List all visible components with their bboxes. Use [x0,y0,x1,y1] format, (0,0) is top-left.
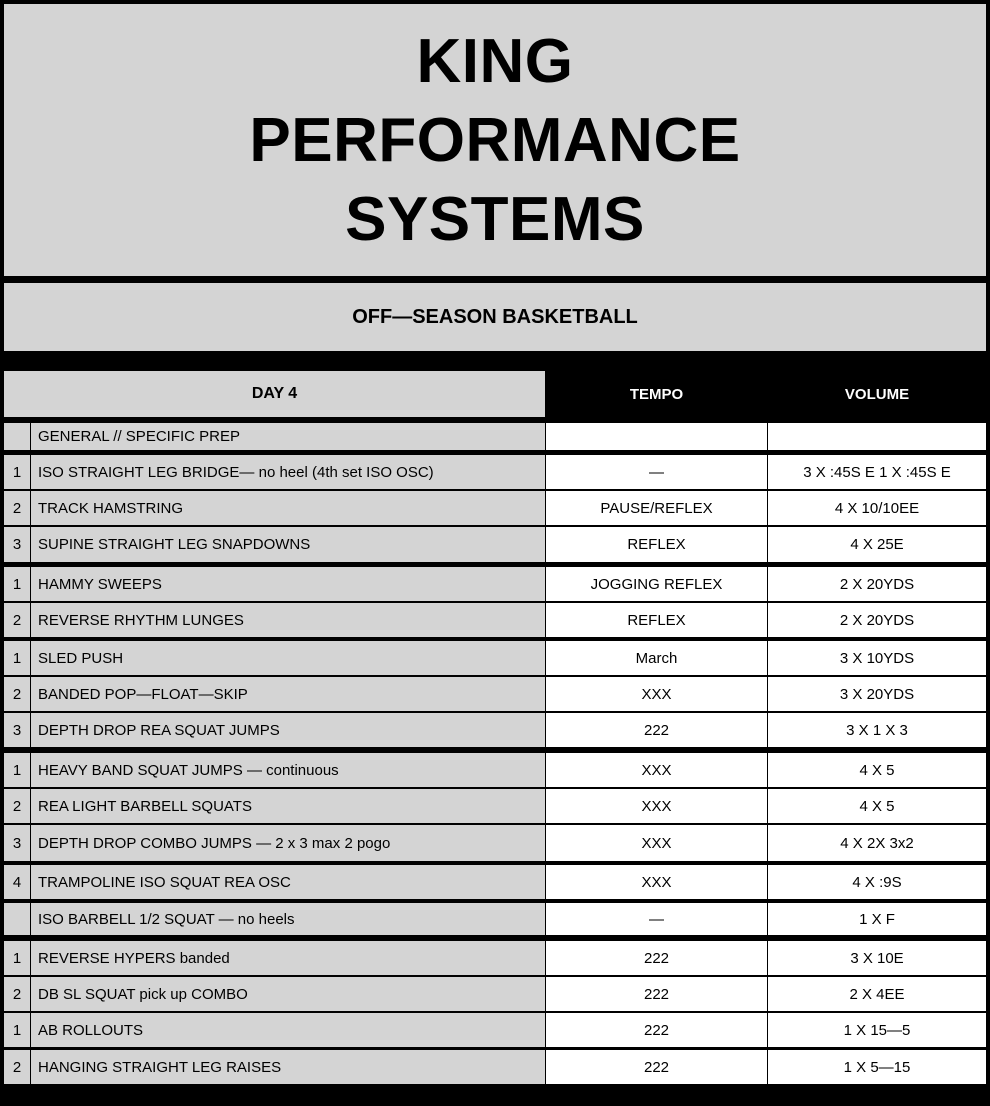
exercise-name: AB ROLLOUTS [31,1013,545,1047]
tempo-value: — [546,455,767,489]
row-number: 3 [4,713,30,747]
exercise-name: SUPINE STRAIGHT LEG SNAPDOWNS [31,527,545,562]
tempo-value: 222 [546,713,767,747]
subtitle: OFF—SEASON BASKETBALL [352,305,638,328]
exercise-name: REVERSE HYPERS banded [31,941,545,975]
tempo-value [546,423,767,450]
title-line: SYSTEMS [345,184,645,254]
exercise-name: HANGING STRAIGHT LEG RAISES [31,1050,545,1084]
row-number: 1 [4,941,30,975]
row-number: 4 [4,865,30,899]
row-number: 1 [4,455,30,489]
row-number: 3 [4,527,30,562]
row-number: 2 [4,977,30,1011]
row-number: 1 [4,641,30,675]
title-line: KING [416,26,574,96]
volume-value: 1 X 15—5 [768,1013,986,1047]
volume-value: 2 X 20YDS [768,567,986,601]
title-line: PERFORMANCE [249,105,741,175]
volume-value: 4 X 10/10EE [768,491,986,525]
tempo-value: XXX [546,865,767,899]
tempo-value: March [546,641,767,675]
exercise-name: REVERSE RHYTHM LUNGES [31,603,545,637]
volume-value: 3 X 10YDS [768,641,986,675]
exercise-name: ISO STRAIGHT LEG BRIDGE— no heel (4th set ISO OSC) [31,455,545,489]
volume-value: 2 X 20YDS [768,603,986,637]
exercise-name: BANDED POP—FLOAT—SKIP [31,677,545,711]
header-tempo: TEMPO [546,371,767,417]
header-volume: VOLUME [768,371,986,417]
tempo-value: 222 [546,941,767,975]
tempo-value: PAUSE/REFLEX [546,491,767,525]
row-number: 1 [4,753,30,787]
exercise-name: DEPTH DROP REA SQUAT JUMPS [31,713,545,747]
tempo-value: XXX [546,825,767,861]
row-number: 3 [4,825,30,861]
header-day: DAY 4 [4,371,545,417]
row-number: 2 [4,677,30,711]
volume-value: 1 X 5—15 [768,1050,986,1084]
volume-value: 3 X 10E [768,941,986,975]
exercise-name: HEAVY BAND SQUAT JUMPS — continuous [31,753,545,787]
volume-value: 4 X :9S [768,865,986,899]
exercise-name: DEPTH DROP COMBO JUMPS — 2 x 3 max 2 pogo [31,825,545,861]
row-number: 2 [4,1050,30,1084]
tempo-value: XXX [546,677,767,711]
volume-value: 3 X 20YDS [768,677,986,711]
row-number [4,423,30,450]
exercise-name: TRAMPOLINE ISO SQUAT REA OSC [31,865,545,899]
volume-value: 2 X 4EE [768,977,986,1011]
tempo-value: 222 [546,1050,767,1084]
tempo-value: 222 [546,977,767,1011]
tempo-value: REFLEX [546,527,767,562]
volume-value: 3 X :45S E 1 X :45S E [768,455,986,489]
volume-value: 4 X 25E [768,527,986,562]
volume-value: 4 X 5 [768,753,986,787]
tempo-value: XXX [546,789,767,823]
tempo-value: 222 [546,1013,767,1047]
volume-value: 3 X 1 X 3 [768,713,986,747]
row-number: 2 [4,603,30,637]
exercise-name: GENERAL // SPECIFIC PREP [31,423,545,450]
volume-value: 4 X 2X 3x2 [768,825,986,861]
exercise-name: TRACK HAMSTRING [31,491,545,525]
exercise-name: HAMMY SWEEPS [31,567,545,601]
tempo-value: XXX [546,753,767,787]
row-number: 1 [4,1013,30,1047]
tempo-value: JOGGING REFLEX [546,567,767,601]
exercise-name: SLED PUSH [31,641,545,675]
volume-value: 1 X F [768,903,986,935]
exercise-name: DB SL SQUAT pick up COMBO [31,977,545,1011]
row-number [4,903,30,935]
exercise-name: REA LIGHT BARBELL SQUATS [31,789,545,823]
volume-value: 4 X 5 [768,789,986,823]
row-number: 1 [4,567,30,601]
tempo-value: REFLEX [546,603,767,637]
volume-value [768,423,986,450]
row-number: 2 [4,491,30,525]
tempo-value: — [546,903,767,935]
exercise-name: ISO BARBELL 1/2 SQUAT — no heels [31,903,545,935]
row-number: 2 [4,789,30,823]
